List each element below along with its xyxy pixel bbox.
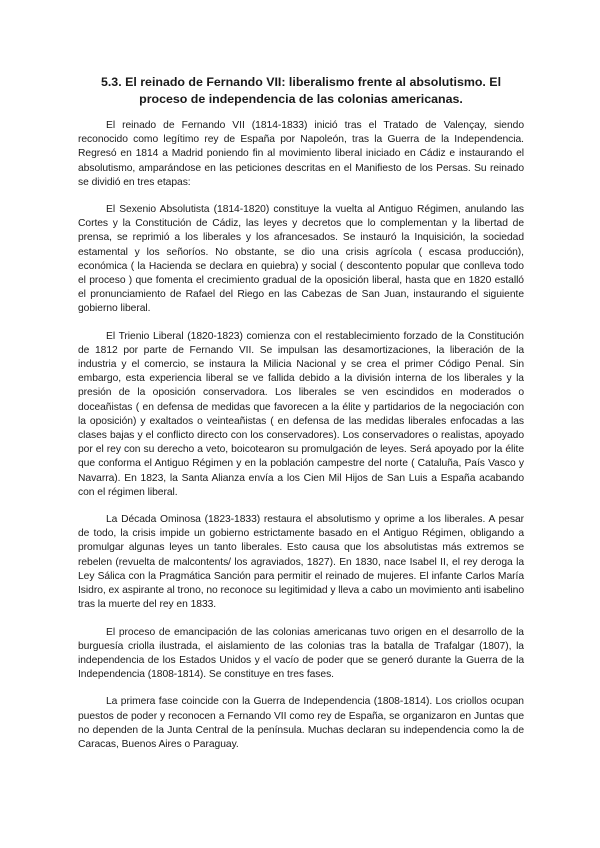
paragraph-primera-fase: La primera fase coincide con la Guerra de Independencia (1808-1814). Los criollos ocupan puestos de poder y reconocen a Fernando VII como rey de España, se organizaron en Juntas que no dependen de la Junta Central de la península. Muchas declaran su independencia como la de Caracas, Buenos Aires o Paraguay. [78, 696, 524, 750]
paragraph-sexenio-absolutista: El Sexenio Absolutista (1814-1820) constituye la vuelta al Antiguo Régimen, anulando las Cortes y la Constitución de Cádiz, las leyes y decretos que lo complementan y la libertad de prensa, se reprimió a los liberales y los afrancesados. Se instauró la Inquisición, la sociedad estamental y los señoríos. No obstante, se dio una crisis agrícola ( escasa producción), económica ( la Hacienda se declara en quiebra) y social ( descontento popular que conlleva todo el proceso ) que fomenta el crecimiento gradual de la oposición liberal, hasta que en 1820 estalló el pronunciamiento de Rafael del Riego en las Cabezas de San Juan, instaurando el siguiente gobierno liberal. [78, 204, 524, 315]
paragraph-emancipacion-colonias: El proceso de emancipación de las colonias americanas tuvo origen en el desarrollo de la burguesía criolla ilustrada, el aislamiento de las colonias tras la batalla de Trafalgar (1807), la independencia de los Estados Unidos y el vacío de poder que se generó durante la Guerra de la Independencia (1808-1814). Se constituye en tres fases. [78, 626, 524, 681]
paragraph-trienio-liberal: El Trienio Liberal (1820-1823) comienza con el restablecimiento forzado de la Constitución de 1812 por parte de Fernando VII. Se impulsan las desamortizaciones, la liberación de la industria y el comercio, se instaura la Milicia Nacional y se crea el primer Código Penal. Sin embargo, esta experiencia liberal se ve fallida debido a la división interna de los liberales y la presión de la oposición conservadora. Los liberales se ven escindidos en moderados o doceañistas ( en defensa de medidas que favorecen a la élite y partidarios de la negociación con la oposición) y exaltados o veinteañistas ( en defensa de las medidas liberales enfocadas a las clases bajas y el conflicto directo con los conservadores). Los conservadores o realistas, apoyado por el rey con su derecho a veto, boicotearon su promulgación de leyes. Será apoyado por la élite que conforma el Antiguo Régimen y en la población campestre del norte ( Cataluña, País Vasco y Navarra). En 1823, la Santa Alianza envía a los Cien Mil Hijos de San Luis a España acabando con el régimen liberal. [78, 330, 524, 498]
paragraph-intro: El reinado de Fernando VII (1814-1833) inició tras el Tratado de Valençay, siendo reconocido como legítimo rey de España por Napoleón, tras la Guerra de la Independencia. Regresó en 1814 a Madrid poniendo fin al movimiento liberal iniciado en Cádiz e instaurando el absolutismo, amparándose en las peticiones descritas en el Manifiesto de los Persas. Su reinado se dividió en tres etapas: [78, 120, 524, 188]
paragraph-decada-ominosa: La Década Ominosa (1823-1833) restaura el absolutismo y oprime a los liberales. A pesar de todo, la crisis impide un gobierno estrictamente basado en el Antiguo Régimen, obligando a promulgar algunas leyes un tanto liberales. Esto causa que los absolutistas más extremos se rebelen (revuelta de malcontents/ los agraviados, 1827). En 1830, nace Isabel II, el rey deroga la Ley Sálica con la Pragmática Sanción para permitir el reinado de mujeres. El infante Carlos María Isidro, ex aspirante al trono, no reconoce su legitimidad y lleva a cabo un movimiento anti isabelino tras la muerte del rey en 1833. [78, 514, 524, 611]
document-title: 5.3. El reinado de Fernando VII: liberalismo frente al absolutismo. El proceso de independencia de las colonias americanas. [100, 75, 502, 106]
document-page [78, 74, 524, 765]
